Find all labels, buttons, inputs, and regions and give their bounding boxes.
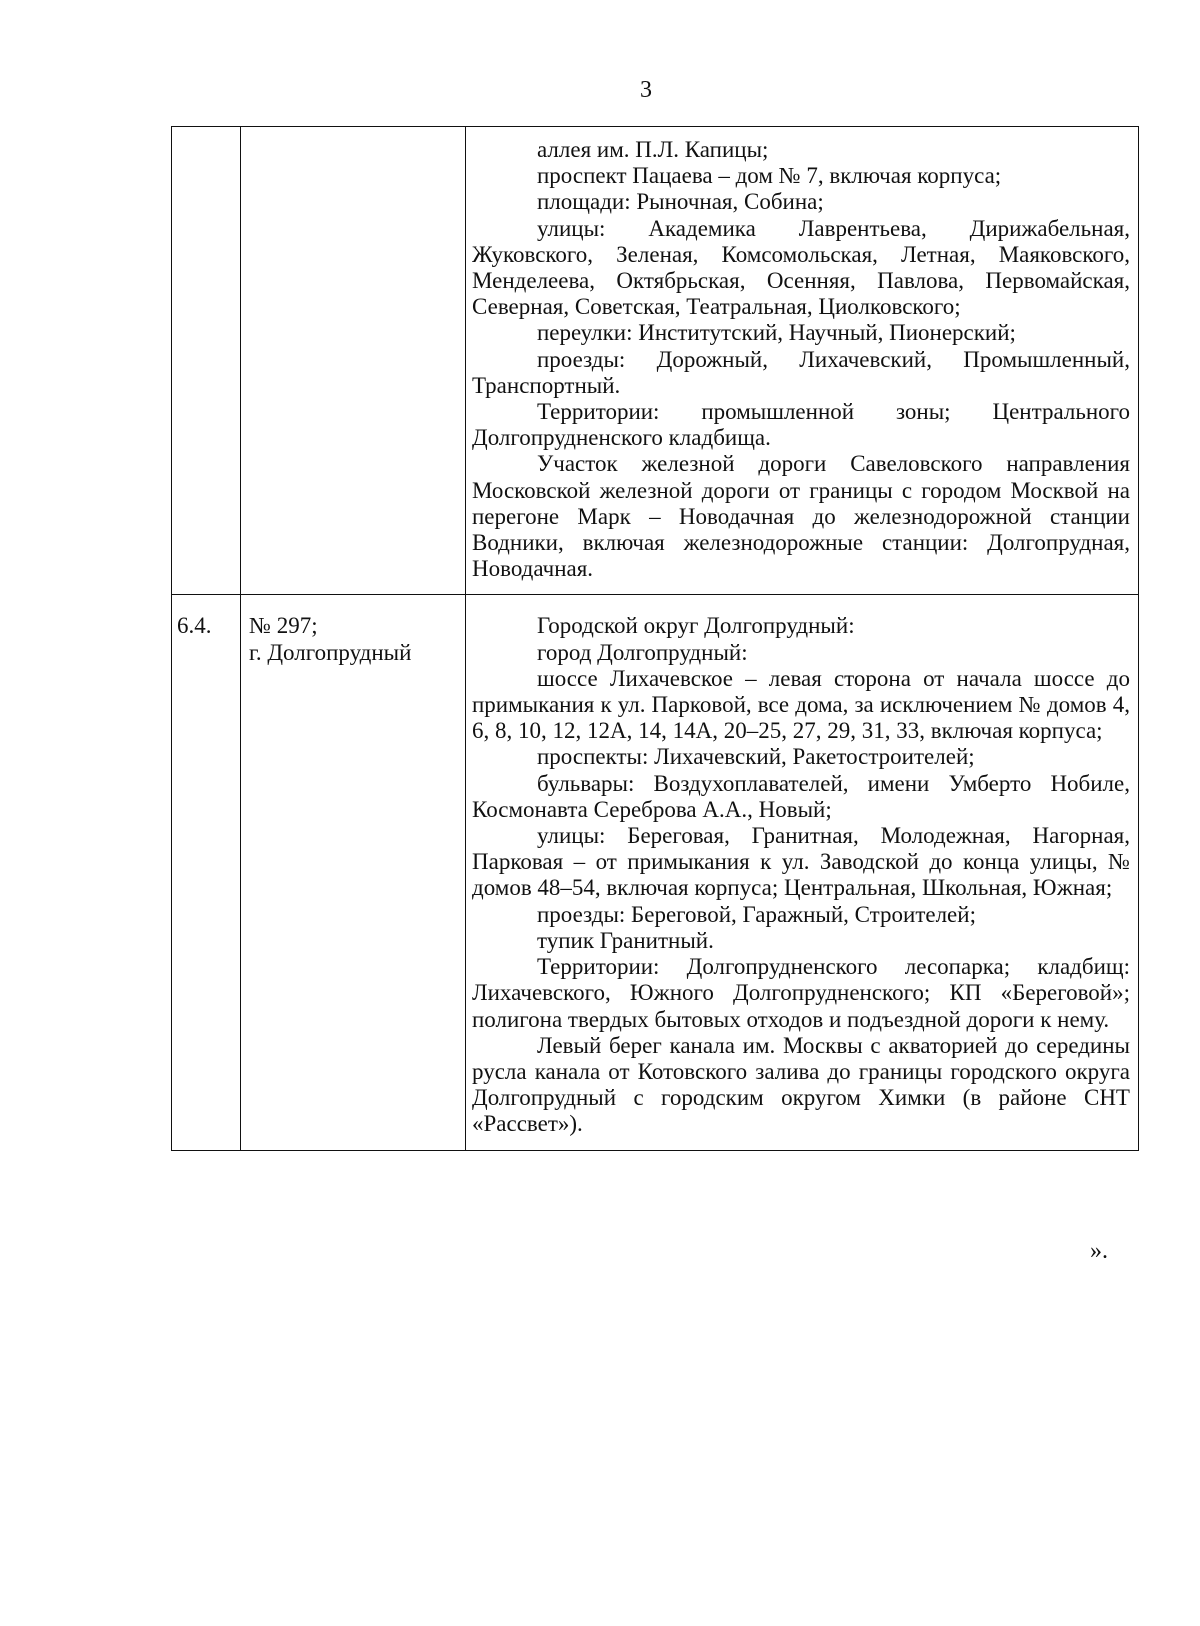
- district-number: № 297;: [249, 613, 318, 639]
- description-paragraph: город Долгопрудный:: [537, 639, 748, 665]
- description-paragraph: улицы: Академика Лаврентьева, Дирижабельная, Жуковского, Зеленая, Комсомольская, Летная, Маяковского, Менделеева, Октябрьская, Осенняя, Павлова, Первомайская, Северная, Советская, Театральная, Циолковского;: [472, 215, 1130, 320]
- district-cell: [241, 595, 466, 1150]
- description-paragraph: тупик Гранитный.: [537, 927, 714, 953]
- description-paragraph: проспекты: Лихачевский, Ракетостроителей;: [537, 744, 975, 770]
- page-number: 3: [640, 77, 652, 103]
- description-cell: [466, 595, 1139, 1150]
- description-paragraph: Территории: промышленной зоны; Центрального Долгопрудненского кладбища.: [472, 399, 1130, 451]
- description-paragraph: бульвары: Воздухоплавателей, имени Умберто Нобиле, Космонавта Сереброва А.А., Новый;: [472, 770, 1130, 822]
- row-number-cell: 6.4.: [172, 595, 241, 1150]
- description-paragraph: площади: Рыночная, Собина;: [537, 189, 824, 215]
- description-paragraph: аллея им. П.Л. Капицы;: [537, 137, 769, 162]
- table-row: [172, 595, 1139, 1150]
- description-paragraph: переулки: Институтский, Научный, Пионерский;: [537, 320, 1016, 346]
- description-paragraph: Левый берег канала им. Москвы с акваторией до середины русла канала от Котовского залива до границы городского округа Долгопрудный с городским округом Химки (в районе СНТ «Рассвет»).: [472, 1032, 1130, 1137]
- description-paragraph: Участок железной дороги Савеловского направления Московской железной дороги от границы с городом Москвой на перегоне Марк – Новодачная до железнодорожной станции Водники, включая железнодорожные станции: Долгопрудная, Новодачная.: [472, 451, 1130, 582]
- closing-quote-mark: ».: [1090, 1238, 1108, 1264]
- district-name: г. Долгопрудный: [249, 639, 412, 665]
- district-table: [171, 126, 1139, 1151]
- description-paragraph: проезды: Дорожный, Лихачевский, Промышленный, Транспортный.: [472, 346, 1130, 398]
- table-row: [172, 127, 1139, 595]
- description-paragraph: проезды: Береговой, Гаражный, Строителей;: [537, 901, 976, 927]
- district-cell: [241, 127, 466, 595]
- description-cell: [466, 127, 1139, 595]
- description-paragraph: Территории: Долгопрудненского лесопарка; кладбищ: Лихачевского, Южного Долгопрудненского; КП «Береговой»; полигона твердых бытовых отходов и подъездной дороги к нему.: [472, 954, 1130, 1032]
- description-paragraph: проспект Пацаева – дом № 7, включая корпуса;: [537, 163, 1002, 189]
- description-paragraph: шоссе Лихачевское – левая сторона от начала шоссе до примыкания к ул. Парковой, все дома, за исключением № домов 4, 6, 8, 10, 12, 12А, 14, 14А, 20–25, 27, 29, 31, 33, включая корпуса;: [472, 665, 1130, 744]
- row-number-cell: [172, 127, 241, 595]
- description-paragraph: Городской округ Долгопрудный:: [537, 613, 855, 639]
- description-paragraph: улицы: Береговая, Гранитная, Молодежная, Нагорная, Парковая – от примыкания к ул. Заводской до конца улицы, № домов 48–54, включая корпуса; Центральная, Школьная, Южная;: [472, 823, 1130, 901]
